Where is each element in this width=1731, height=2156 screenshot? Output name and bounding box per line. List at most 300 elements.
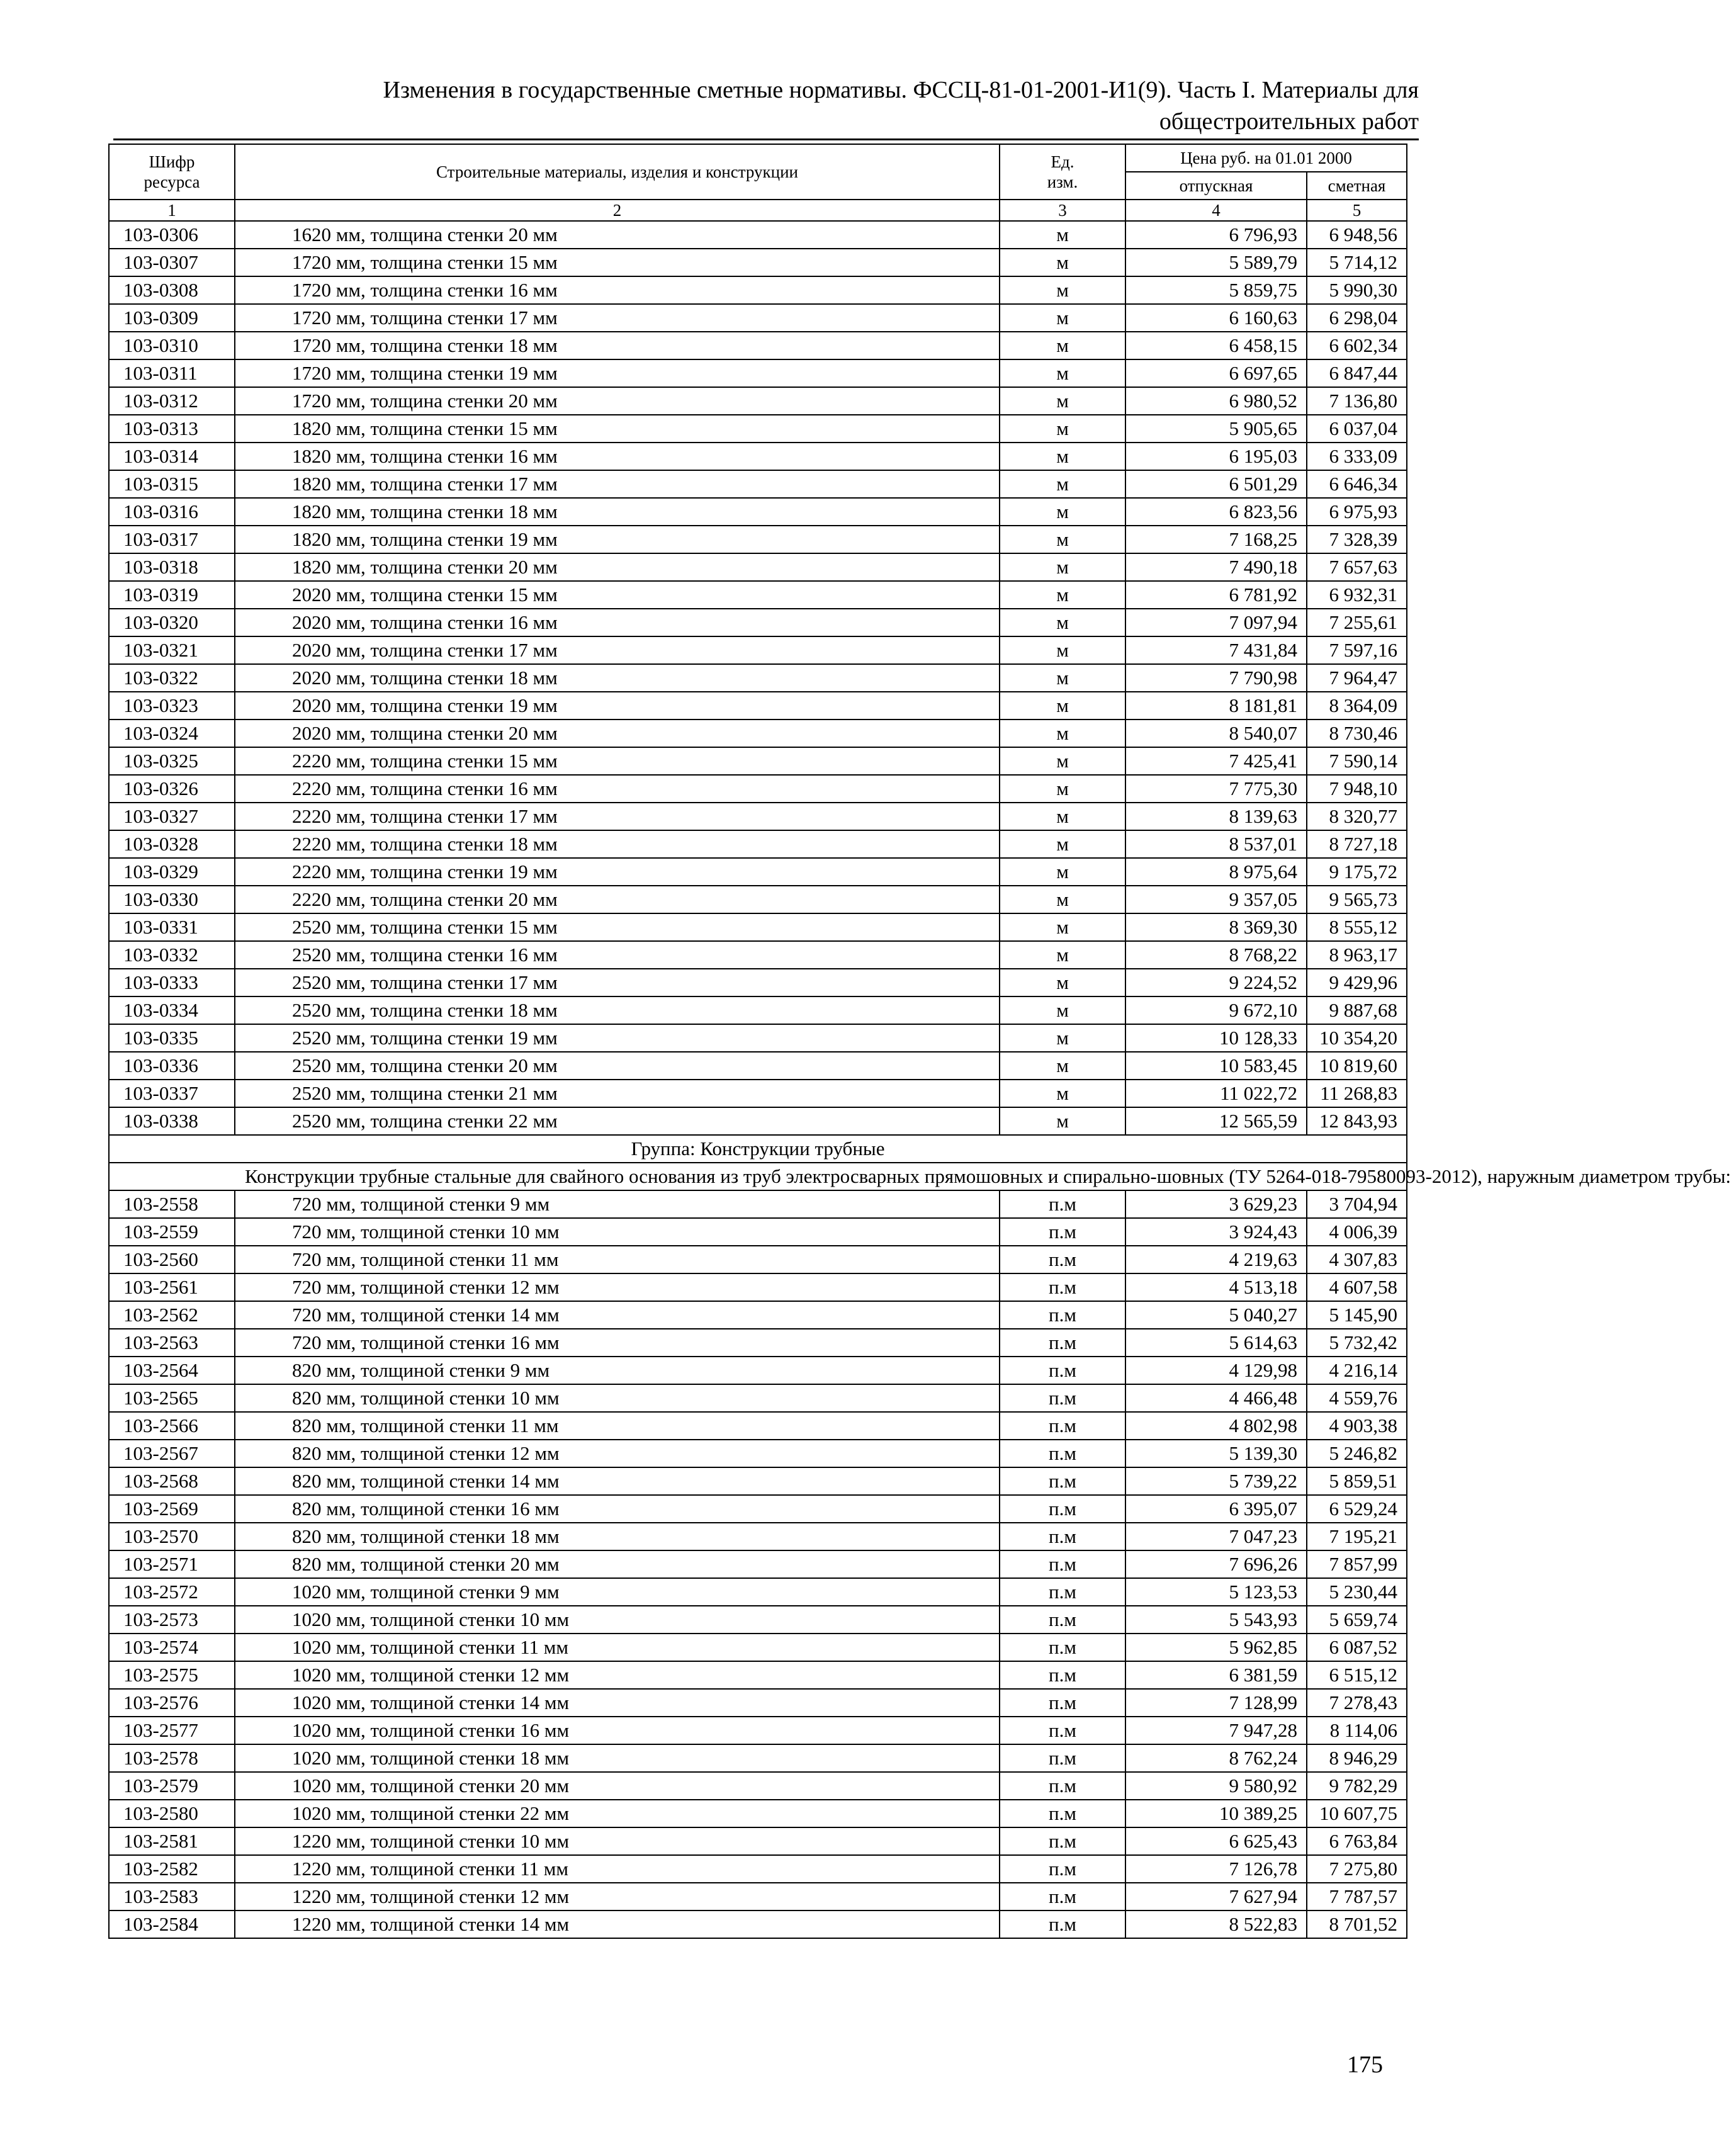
release-price: 4 219,63: [1125, 1246, 1307, 1273]
estimate-price: 9 565,73: [1307, 886, 1407, 913]
table-row: [109, 553, 1407, 581]
resource-code: 103-2583: [109, 1883, 235, 1910]
estimate-price: 7 278,43: [1307, 1689, 1407, 1717]
estimate-price: 8 946,29: [1307, 1744, 1407, 1772]
table-row: [109, 1246, 1407, 1273]
material-name: 1820 мм, толщина стенки 19 мм: [235, 526, 1000, 553]
material-name: 1020 мм, толщиной стенки 9 мм: [235, 1578, 1000, 1606]
table-row: [109, 1273, 1407, 1301]
material-name: 1820 мм, толщина стенки 20 мм: [235, 553, 1000, 581]
estimate-price: 9 782,29: [1307, 1772, 1407, 1800]
resource-code: 103-2567: [109, 1440, 235, 1467]
table-row: [109, 1301, 1407, 1329]
release-price: 10 583,45: [1125, 1052, 1307, 1080]
resource-code: 103-0333: [109, 969, 235, 996]
header-unit: Ед. изм.: [1000, 144, 1125, 200]
table-row: [109, 498, 1407, 526]
header-rule: [113, 138, 1419, 140]
estimate-price: 6 975,93: [1307, 498, 1407, 526]
release-price: 10 128,33: [1125, 1024, 1307, 1052]
table-body-pipes: [109, 221, 1407, 1135]
resource-code: 103-0322: [109, 664, 235, 692]
resource-code: 103-2560: [109, 1246, 235, 1273]
estimate-price: 6 602,34: [1307, 332, 1407, 359]
resource-code: 103-0319: [109, 581, 235, 609]
estimate-price: 7 328,39: [1307, 526, 1407, 553]
table-row: [109, 1772, 1407, 1800]
material-name: 2020 мм, толщина стенки 18 мм: [235, 664, 1000, 692]
unit: п.м: [1000, 1661, 1125, 1689]
estimate-price: 11 268,83: [1307, 1080, 1407, 1107]
estimate-price: 5 659,74: [1307, 1606, 1407, 1634]
resource-code: 103-0336: [109, 1052, 235, 1080]
resource-code: 103-0316: [109, 498, 235, 526]
table-row: [109, 415, 1407, 443]
header-release-price: отпускная: [1125, 172, 1307, 200]
resource-code: 103-0312: [109, 387, 235, 415]
material-name: 2520 мм, толщина стенки 20 мм: [235, 1052, 1000, 1080]
table-body-constructions: [109, 1190, 1407, 1938]
resource-code: 103-0323: [109, 692, 235, 720]
release-price: 6 160,63: [1125, 304, 1307, 332]
table-row: [109, 1883, 1407, 1910]
resource-code: 103-0326: [109, 775, 235, 803]
resource-code: 103-2578: [109, 1744, 235, 1772]
release-price: 9 672,10: [1125, 996, 1307, 1024]
release-price: 5 962,85: [1125, 1634, 1307, 1661]
table-row: [109, 443, 1407, 470]
estimate-price: 7 255,61: [1307, 609, 1407, 636]
release-price: 9 357,05: [1125, 886, 1307, 913]
resource-code: 103-0321: [109, 636, 235, 664]
resource-code: 103-2565: [109, 1384, 235, 1412]
material-name: 1720 мм, толщина стенки 17 мм: [235, 304, 1000, 332]
resource-code: 103-2562: [109, 1301, 235, 1329]
unit: п.м: [1000, 1495, 1125, 1523]
material-name: 1820 мм, толщина стенки 18 мм: [235, 498, 1000, 526]
material-name: 2520 мм, толщина стенки 21 мм: [235, 1080, 1000, 1107]
release-price: 8 369,30: [1125, 913, 1307, 941]
material-name: 2020 мм, толщина стенки 15 мм: [235, 581, 1000, 609]
release-price: 8 768,22: [1125, 941, 1307, 969]
material-name: 2220 мм, толщина стенки 17 мм: [235, 803, 1000, 830]
unit: м: [1000, 498, 1125, 526]
estimate-price: 6 087,52: [1307, 1634, 1407, 1661]
material-name: 2520 мм, толщина стенки 17 мм: [235, 969, 1000, 996]
table-row: [109, 1550, 1407, 1578]
resource-code: 103-2579: [109, 1772, 235, 1800]
release-price: 5 905,65: [1125, 415, 1307, 443]
release-price: 7 947,28: [1125, 1717, 1307, 1744]
unit: м: [1000, 553, 1125, 581]
release-price: 6 980,52: [1125, 387, 1307, 415]
material-name: 820 мм, толщиной стенки 11 мм: [235, 1412, 1000, 1440]
unit: п.м: [1000, 1190, 1125, 1218]
estimate-price: 6 515,12: [1307, 1661, 1407, 1689]
unit: м: [1000, 359, 1125, 387]
release-price: 4 129,98: [1125, 1357, 1307, 1384]
column-number: 3: [1000, 200, 1125, 221]
release-price: 6 501,29: [1125, 470, 1307, 498]
estimate-price: 7 787,57: [1307, 1883, 1407, 1910]
table-row: [109, 581, 1407, 609]
release-price: 6 395,07: [1125, 1495, 1307, 1523]
release-price: 11 022,72: [1125, 1080, 1307, 1107]
estimate-price: 5 246,82: [1307, 1440, 1407, 1467]
estimate-price: 7 195,21: [1307, 1523, 1407, 1550]
unit: м: [1000, 636, 1125, 664]
table-row: [109, 1606, 1407, 1634]
release-price: 4 513,18: [1125, 1273, 1307, 1301]
unit: м: [1000, 609, 1125, 636]
estimate-price: 5 859,51: [1307, 1467, 1407, 1495]
column-number: 5: [1307, 200, 1407, 221]
resource-code: 103-2580: [109, 1800, 235, 1827]
release-price: 7 128,99: [1125, 1689, 1307, 1717]
unit: м: [1000, 581, 1125, 609]
unit: п.м: [1000, 1634, 1125, 1661]
estimate-price: 3 704,94: [1307, 1190, 1407, 1218]
estimate-price: 5 990,30: [1307, 276, 1407, 304]
release-price: 3 629,23: [1125, 1190, 1307, 1218]
header-title-line2: общестроительных работ: [1159, 108, 1419, 135]
resource-code: 103-0331: [109, 913, 235, 941]
release-price: 7 775,30: [1125, 775, 1307, 803]
table-row: [109, 1855, 1407, 1883]
table-row: [109, 1910, 1407, 1938]
estimate-price: 8 364,09: [1307, 692, 1407, 720]
resource-code: 103-2568: [109, 1467, 235, 1495]
material-name: 2520 мм, толщина стенки 19 мм: [235, 1024, 1000, 1052]
estimate-price: 9 887,68: [1307, 996, 1407, 1024]
release-price: 8 537,01: [1125, 830, 1307, 858]
estimate-price: 4 006,39: [1307, 1218, 1407, 1246]
resource-code: 103-2572: [109, 1578, 235, 1606]
table-row: [109, 1107, 1407, 1135]
material-name: 1620 мм, толщина стенки 20 мм: [235, 221, 1000, 249]
table-row: [109, 1523, 1407, 1550]
resource-code: 103-2584: [109, 1910, 235, 1938]
material-name: 1020 мм, толщиной стенки 14 мм: [235, 1689, 1000, 1717]
release-price: 8 181,81: [1125, 692, 1307, 720]
table-row: [109, 636, 1407, 664]
resource-code: 103-0329: [109, 858, 235, 886]
unit: п.м: [1000, 1301, 1125, 1329]
estimate-price: 8 701,52: [1307, 1910, 1407, 1938]
column-number: 2: [235, 200, 1000, 221]
resource-code: 103-0308: [109, 276, 235, 304]
unit: п.м: [1000, 1744, 1125, 1772]
estimate-price: 8 114,06: [1307, 1717, 1407, 1744]
material-name: 2220 мм, толщина стенки 20 мм: [235, 886, 1000, 913]
resource-code: 103-2559: [109, 1218, 235, 1246]
release-price: 7 097,94: [1125, 609, 1307, 636]
estimate-price: 5 230,44: [1307, 1578, 1407, 1606]
resource-code: 103-2577: [109, 1717, 235, 1744]
unit: п.м: [1000, 1910, 1125, 1938]
material-name: 1220 мм, толщиной стенки 12 мм: [235, 1883, 1000, 1910]
release-price: 6 625,43: [1125, 1827, 1307, 1855]
estimate-price: 9 175,72: [1307, 858, 1407, 886]
table-group-section: [109, 1135, 1731, 1190]
material-name: 2020 мм, толщина стенки 20 мм: [235, 720, 1000, 747]
estimate-price: 10 354,20: [1307, 1024, 1407, 1052]
header-title-line1: Изменения в государственные сметные нормативы. ФССЦ-81-01-2001-И1(9). Часть I. Материалы для: [383, 77, 1419, 103]
estimate-price: 6 037,04: [1307, 415, 1407, 443]
material-name: 820 мм, толщиной стенки 10 мм: [235, 1384, 1000, 1412]
table-row: [109, 830, 1407, 858]
estimate-price: 6 948,56: [1307, 221, 1407, 249]
release-price: 7 490,18: [1125, 553, 1307, 581]
table-row: [109, 1800, 1407, 1827]
estimate-price: 8 555,12: [1307, 913, 1407, 941]
estimate-price: 6 529,24: [1307, 1495, 1407, 1523]
unit: м: [1000, 886, 1125, 913]
material-name: 2020 мм, толщина стенки 19 мм: [235, 692, 1000, 720]
release-price: 6 823,56: [1125, 498, 1307, 526]
header-code: Шифр ресурса: [109, 144, 235, 200]
table-row: [109, 1744, 1407, 1772]
material-name: 1020 мм, толщиной стенки 18 мм: [235, 1744, 1000, 1772]
table-row: [109, 1218, 1407, 1246]
material-name: 1220 мм, толщиной стенки 14 мм: [235, 1910, 1000, 1938]
unit: м: [1000, 996, 1125, 1024]
resource-code: 103-2575: [109, 1661, 235, 1689]
unit: м: [1000, 470, 1125, 498]
unit: п.м: [1000, 1827, 1125, 1855]
release-price: 7 790,98: [1125, 664, 1307, 692]
unit: п.м: [1000, 1523, 1125, 1550]
material-name: 720 мм, толщиной стенки 16 мм: [235, 1329, 1000, 1357]
table-row: [109, 941, 1407, 969]
estimate-price: 7 948,10: [1307, 775, 1407, 803]
resource-code: 103-0330: [109, 886, 235, 913]
column-number: 1: [109, 200, 235, 221]
resource-code: 103-0310: [109, 332, 235, 359]
table-row: [109, 913, 1407, 941]
table-row: [109, 1329, 1407, 1357]
estimate-price: 4 607,58: [1307, 1273, 1407, 1301]
unit: м: [1000, 747, 1125, 775]
material-name: 1820 мм, толщина стенки 16 мм: [235, 443, 1000, 470]
unit: м: [1000, 969, 1125, 996]
release-price: 7 696,26: [1125, 1550, 1307, 1578]
material-name: 820 мм, толщиной стенки 20 мм: [235, 1550, 1000, 1578]
estimate-price: 7 136,80: [1307, 387, 1407, 415]
unit: м: [1000, 941, 1125, 969]
material-name: 1220 мм, толщиной стенки 10 мм: [235, 1827, 1000, 1855]
group-title: Группа: Конструкции трубные: [109, 1135, 1407, 1163]
material-name: 1820 мм, толщина стенки 15 мм: [235, 415, 1000, 443]
release-price: 9 580,92: [1125, 1772, 1307, 1800]
estimate-price: 4 307,83: [1307, 1246, 1407, 1273]
material-name: 2520 мм, толщина стенки 16 мм: [235, 941, 1000, 969]
unit: п.м: [1000, 1883, 1125, 1910]
table-row: [109, 1357, 1407, 1384]
resource-code: 103-0320: [109, 609, 235, 636]
table-row: [109, 1689, 1407, 1717]
unit: м: [1000, 692, 1125, 720]
table-row: [109, 470, 1407, 498]
material-name: 720 мм, толщиной стенки 14 мм: [235, 1301, 1000, 1329]
material-name: 1720 мм, толщина стенки 15 мм: [235, 249, 1000, 276]
release-price: 8 975,64: [1125, 858, 1307, 886]
resource-code: 103-2558: [109, 1190, 235, 1218]
table-row: [109, 526, 1407, 553]
table-row: [109, 1578, 1407, 1606]
material-name: 1020 мм, толщиной стенки 11 мм: [235, 1634, 1000, 1661]
material-name: 820 мм, толщиной стенки 14 мм: [235, 1467, 1000, 1495]
unit: м: [1000, 332, 1125, 359]
table-row: [109, 1495, 1407, 1523]
release-price: 6 458,15: [1125, 332, 1307, 359]
resource-code: 103-2566: [109, 1412, 235, 1440]
release-price: 5 739,22: [1125, 1467, 1307, 1495]
unit: м: [1000, 664, 1125, 692]
table-row: [109, 775, 1407, 803]
unit: м: [1000, 304, 1125, 332]
release-price: 3 924,43: [1125, 1218, 1307, 1246]
unit: п.м: [1000, 1855, 1125, 1883]
resource-code: 103-0334: [109, 996, 235, 1024]
unit: п.м: [1000, 1606, 1125, 1634]
release-price: 5 139,30: [1125, 1440, 1307, 1467]
unit: м: [1000, 387, 1125, 415]
resource-code: 103-0315: [109, 470, 235, 498]
resource-code: 103-0318: [109, 553, 235, 581]
table-row: [109, 249, 1407, 276]
release-price: 8 540,07: [1125, 720, 1307, 747]
unit: м: [1000, 221, 1125, 249]
release-price: 4 802,98: [1125, 1412, 1307, 1440]
unit: п.м: [1000, 1772, 1125, 1800]
estimate-price: 4 903,38: [1307, 1412, 1407, 1440]
release-price: 8 139,63: [1125, 803, 1307, 830]
unit: м: [1000, 415, 1125, 443]
table-row: [109, 1080, 1407, 1107]
table-row: [109, 276, 1407, 304]
unit: м: [1000, 249, 1125, 276]
unit: п.м: [1000, 1384, 1125, 1412]
material-name: 720 мм, толщиной стенки 10 мм: [235, 1218, 1000, 1246]
estimate-price: 6 298,04: [1307, 304, 1407, 332]
unit: м: [1000, 830, 1125, 858]
unit: п.м: [1000, 1329, 1125, 1357]
release-price: 7 627,94: [1125, 1883, 1307, 1910]
table-row: [109, 1024, 1407, 1052]
material-name: 2520 мм, толщина стенки 22 мм: [235, 1107, 1000, 1135]
resource-code: 103-0309: [109, 304, 235, 332]
header-name: Строительные материалы, изделия и конструкции: [235, 144, 1000, 200]
unit: м: [1000, 720, 1125, 747]
resource-code: 103-0327: [109, 803, 235, 830]
resource-code: 103-2574: [109, 1634, 235, 1661]
resource-code: 103-0324: [109, 720, 235, 747]
release-price: 5 040,27: [1125, 1301, 1307, 1329]
release-price: 8 522,83: [1125, 1910, 1307, 1938]
resource-code: 103-0332: [109, 941, 235, 969]
table-row: [109, 858, 1407, 886]
material-name: 720 мм, толщиной стенки 11 мм: [235, 1246, 1000, 1273]
release-price: 6 796,93: [1125, 221, 1307, 249]
resource-code: 103-0317: [109, 526, 235, 553]
release-price: 4 466,48: [1125, 1384, 1307, 1412]
table-row: [109, 1190, 1407, 1218]
unit: п.м: [1000, 1440, 1125, 1467]
header-price: Цена руб. на 01.01 2000: [1125, 144, 1407, 172]
material-name: 1720 мм, толщина стенки 20 мм: [235, 387, 1000, 415]
resource-code: 103-2570: [109, 1523, 235, 1550]
material-name: 1720 мм, толщина стенки 19 мм: [235, 359, 1000, 387]
release-price: 5 589,79: [1125, 249, 1307, 276]
unit: м: [1000, 913, 1125, 941]
release-price: 5 123,53: [1125, 1578, 1307, 1606]
estimate-price: 10 607,75: [1307, 1800, 1407, 1827]
estimate-price: 7 657,63: [1307, 553, 1407, 581]
unit: п.м: [1000, 1800, 1125, 1827]
estimate-price: 7 857,99: [1307, 1550, 1407, 1578]
resource-code: 103-0325: [109, 747, 235, 775]
resource-code: 103-2571: [109, 1550, 235, 1578]
estimate-price: 6 646,34: [1307, 470, 1407, 498]
estimate-price: 12 843,93: [1307, 1107, 1407, 1135]
release-price: 6 697,65: [1125, 359, 1307, 387]
unit: м: [1000, 443, 1125, 470]
material-name: 2220 мм, толщина стенки 16 мм: [235, 775, 1000, 803]
resource-code: 103-0311: [109, 359, 235, 387]
group-description: Конструкции трубные стальные для свайного основания из труб электросварных прямошовных и спирально-шовных (ТУ 5264-018-79580093-2012), наружным диаметром трубы:: [109, 1163, 1407, 1190]
unit: м: [1000, 858, 1125, 886]
table-row: [109, 221, 1407, 249]
resource-code: 103-0337: [109, 1080, 235, 1107]
release-price: 5 543,93: [1125, 1606, 1307, 1634]
table-row: [109, 387, 1407, 415]
table-head: [109, 144, 1407, 221]
material-name: 2220 мм, толщина стенки 19 мм: [235, 858, 1000, 886]
unit: п.м: [1000, 1689, 1125, 1717]
release-price: 5 614,63: [1125, 1329, 1307, 1357]
table-row: [109, 1661, 1407, 1689]
resource-code: 103-2576: [109, 1689, 235, 1717]
estimate-price: 4 559,76: [1307, 1384, 1407, 1412]
material-name: 1020 мм, толщиной стенки 20 мм: [235, 1772, 1000, 1800]
material-name: 1020 мм, толщиной стенки 16 мм: [235, 1717, 1000, 1744]
table-row: [109, 886, 1407, 913]
material-name: 820 мм, толщиной стенки 9 мм: [235, 1357, 1000, 1384]
estimate-price: 5 714,12: [1307, 249, 1407, 276]
estimate-price: 7 964,47: [1307, 664, 1407, 692]
release-price: 7 425,41: [1125, 747, 1307, 775]
table-row: [109, 720, 1407, 747]
unit: п.м: [1000, 1412, 1125, 1440]
material-name: 1720 мм, толщина стенки 16 мм: [235, 276, 1000, 304]
estimate-price: 6 333,09: [1307, 443, 1407, 470]
table-row: [109, 1052, 1407, 1080]
table-row: [109, 1717, 1407, 1744]
unit: п.м: [1000, 1550, 1125, 1578]
resource-code: 103-2564: [109, 1357, 235, 1384]
unit: п.м: [1000, 1246, 1125, 1273]
material-name: 2520 мм, толщина стенки 15 мм: [235, 913, 1000, 941]
material-name: 2220 мм, толщина стенки 18 мм: [235, 830, 1000, 858]
price-table: [108, 144, 1731, 1939]
release-price: 12 565,59: [1125, 1107, 1307, 1135]
unit: п.м: [1000, 1717, 1125, 1744]
unit: м: [1000, 1080, 1125, 1107]
resource-code: 103-2581: [109, 1827, 235, 1855]
unit: м: [1000, 276, 1125, 304]
column-number: 4: [1125, 200, 1307, 221]
